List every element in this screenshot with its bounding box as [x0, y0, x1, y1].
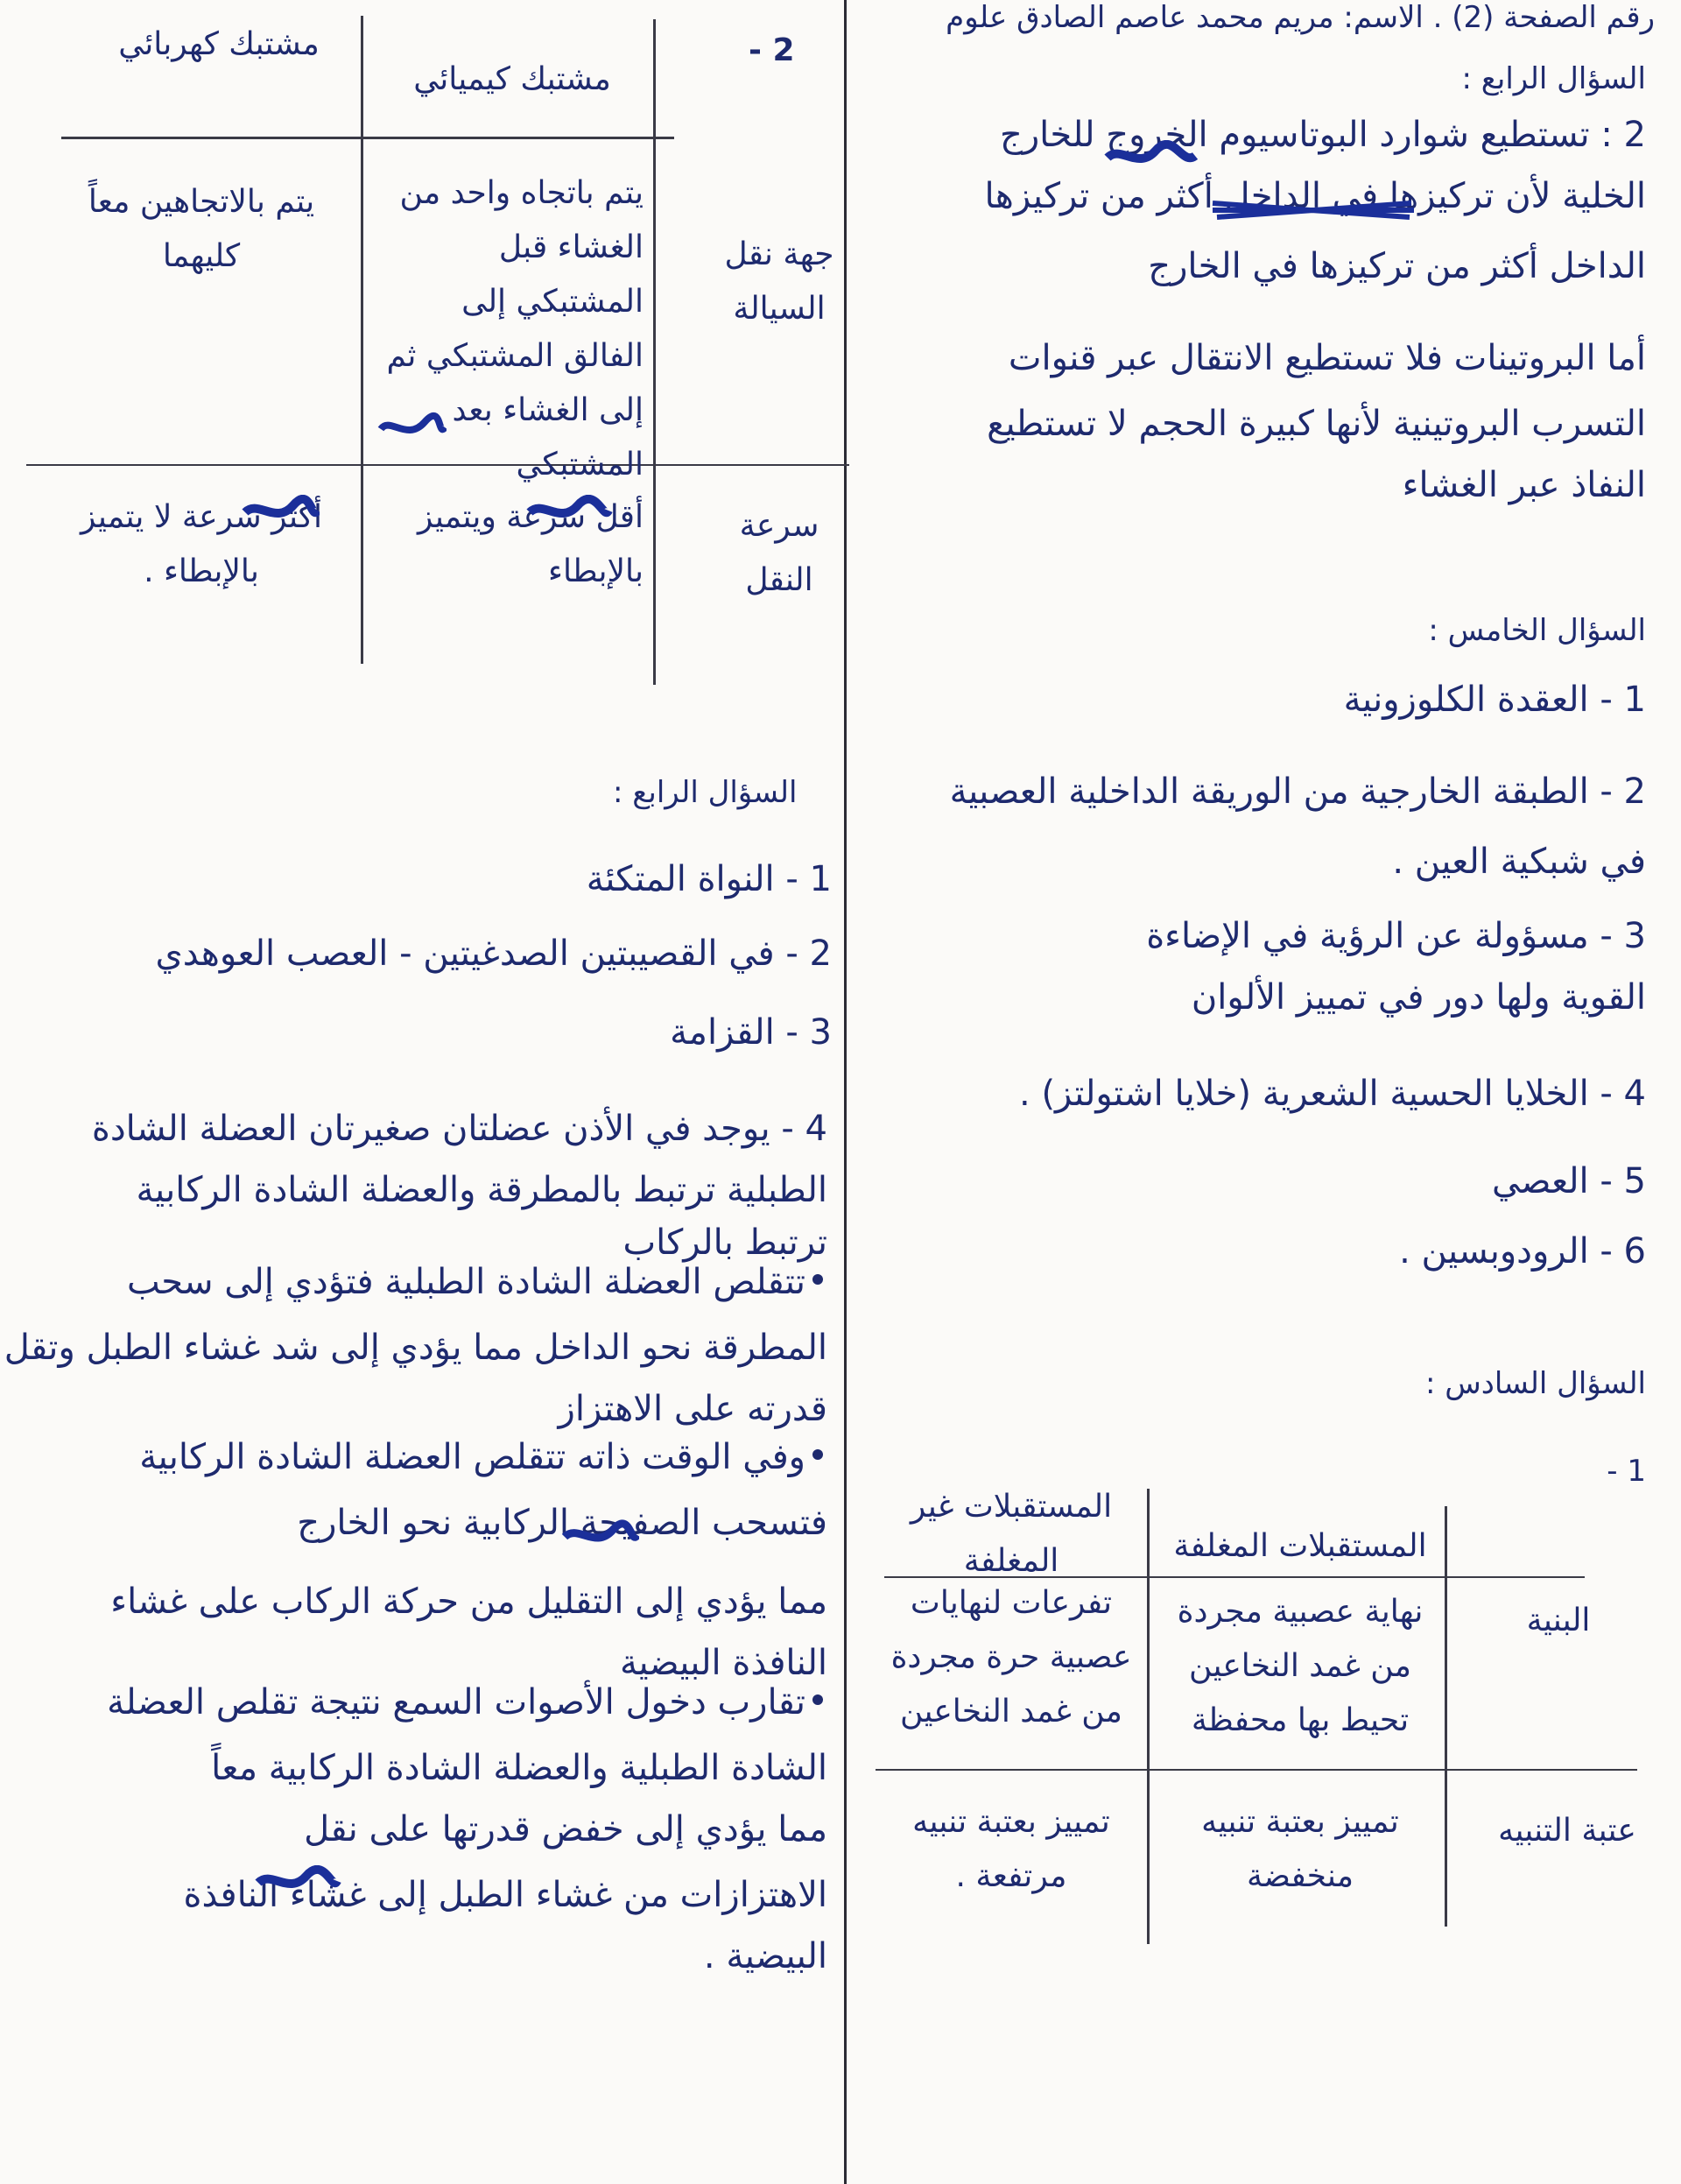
q3-line-3: الداخل أكثر من تركيزها في الخارج	[1148, 246, 1646, 286]
q5-heading: السؤال الخامس :	[1428, 613, 1646, 648]
header-student-line: رقم الصفحة (2) . الاسم: مريم محمد عاصم الصادق علوم	[946, 0, 1655, 35]
scribble-mark	[254, 1865, 341, 1900]
page-center-divider	[844, 0, 847, 2184]
bullet3-line-1: تقارب دخول الأصوات السمع نتيجة تقلص العضلة	[107, 1682, 805, 1723]
bullet2-line-4: النافذة البيضية	[620, 1643, 827, 1683]
table2-row1-encapsulated: نهاية عصبية مجردة من غمد النخاعين تحيط بها محفظة	[1177, 1594, 1424, 1738]
bullet1-line-3: قدرته على الاهتزاز	[558, 1389, 827, 1429]
q3-heading: السؤال الرابع :	[1461, 61, 1646, 96]
bullet1-line-1: تتقلص العضلة الشادة الطبلية فتؤدي إلى سحب	[126, 1262, 805, 1302]
q5-item-6: 6 - الرودوبسين .	[1399, 1231, 1646, 1272]
q4-item-1: 1 - النواة المتكئة	[586, 859, 832, 899]
q4-item-3: 3 - القزامة	[670, 1012, 832, 1053]
q5-item-4: 4 - الخلايا الحسية الشعرية (خلايا اشتولتز) .	[1019, 1074, 1646, 1114]
bullet-dot	[812, 1274, 823, 1285]
bullet-dot	[812, 1449, 823, 1460]
q6-heading: السؤال السادس :	[1424, 1366, 1646, 1401]
q5-item-2: 2 - الطبقة الخارجية من الوريقة الداخلية العصبية	[949, 771, 1646, 812]
table2-row1-label: البنية	[1526, 1603, 1591, 1638]
table1-row1-chemical: يتم باتجاه واحد من الغشاء قبل المشتبكي إلى الفالق المشتبكي ثم إلى الغشاء بعد المشتبكي	[386, 175, 644, 483]
table2-header-free: المستقبلات غير المغلفة	[910, 1489, 1113, 1579]
table1-header-electrical: مشتبك كهربائي	[118, 26, 320, 62]
q4-item4-line-3: ترتبط بالركاب	[622, 1222, 827, 1263]
scribble-mark	[560, 1519, 639, 1554]
q4-item-2: 2 - في القصيبتين الصدغيتين - العصب العوهدي	[155, 933, 832, 974]
bullet3-line-3: مما يؤدي إلى خفض قدرتها على نقل	[304, 1809, 827, 1849]
q3-second-para-line-3: النفاذ عبر الغشاء	[1402, 465, 1646, 505]
scribble-mark	[1103, 140, 1199, 175]
table1-row1-label: جهة نقل السيالة	[724, 236, 834, 327]
q5-item-2-cont: في شبكية العين .	[1392, 842, 1646, 882]
bullet2-line-2: فتسحب الصفيحة الركابية نحو الخارج	[297, 1503, 827, 1543]
q3-second-para-line-2: التسرب البروتينية لأنها كبيرة الحجم لا تستطيع	[987, 404, 1646, 444]
table1-row1-electrical: يتم بالاتجاهين معاً كليهما	[88, 184, 315, 274]
q4-item4-line-2: الطبلية ترتبط بالمطرقة والعضلة الشادة الركابية	[136, 1170, 827, 1210]
q3-line-2: الخلية لأن تركيزها في الداخل أكثر من تركيزها	[984, 176, 1646, 216]
q5-item-3: 3 - مسؤولة عن الرؤية في الإضاءة	[1146, 916, 1646, 956]
table2-row1-free: تفرعات لنهايات عصبية حرة مجردة من غمد النخاعين	[890, 1585, 1132, 1730]
scribble-mark	[241, 495, 320, 530]
table2-header-encapsulated: المستقبلات المغلفة	[1173, 1528, 1427, 1564]
q6-number: 1 -	[1607, 1454, 1646, 1489]
q5-item-5: 5 - العصي	[1492, 1161, 1646, 1201]
table1-row2-electrical: أكثر سرعة لا يتميز بالإبطاء .	[81, 499, 322, 589]
table2-row2-label: عتبة التنبيه	[1498, 1813, 1636, 1849]
bullet2-line-1: وفي الوقت ذاته تتقلص العضلة الشادة الركابية	[139, 1437, 805, 1477]
header-left-fragment: 2 -	[749, 32, 795, 68]
table1-row2-label: سرعة النقل	[739, 508, 819, 598]
q4-heading: السؤال الرابع :	[613, 775, 798, 810]
scribble-mark	[525, 495, 613, 530]
bullet1-line-2: المطرقة نحو الداخل مما يؤدي إلى شد غشاء الطبل وتقل	[4, 1328, 827, 1368]
table1-header-chemical: مشتبك كيميائي	[413, 61, 611, 97]
bullet-dot	[812, 1694, 823, 1705]
table2-row2-free: تمييز بعتبة تنبيه مرتفعة .	[912, 1804, 1110, 1894]
scribble-mark	[376, 412, 447, 447]
bullet3-line-4: الاهتزازات من غشاء الطبل إلى غشاء النافذة	[183, 1875, 827, 1915]
scribble-mark	[1208, 193, 1418, 228]
q3-second-para-line-1: أما البروتينات فلا تستطيع الانتقال عبر قنوات	[1008, 338, 1646, 378]
q5-item-3-cont: القوية ولها دور في تمييز الألوان	[1191, 977, 1646, 1018]
table2-row2-encapsulated: تمييز بعتبة تنبيه منخفضة	[1201, 1804, 1399, 1894]
bullet3-line-2: الشادة الطبلية والعضلة الشادة الركابية معاً	[211, 1748, 827, 1788]
q3-line-1: 2 : تستطيع شوارد البوتاسيوم الخروج للخارج	[1000, 115, 1646, 155]
q5-item-1: 1 - العقدة الكلوزونية	[1343, 680, 1646, 720]
table1-row2-chemical: أقل سرعة ويتميز بالإبطاء	[418, 499, 644, 589]
bullet2-line-3: مما يؤدي إلى التقليل من حركة الركاب على غشاء	[110, 1582, 827, 1622]
q4-item4-line-1: 4 - يوجد في الأذن عضلتان صغيرتان العضلة الشادة	[91, 1109, 827, 1149]
bullet3-line-5: البيضية .	[703, 1936, 827, 1976]
